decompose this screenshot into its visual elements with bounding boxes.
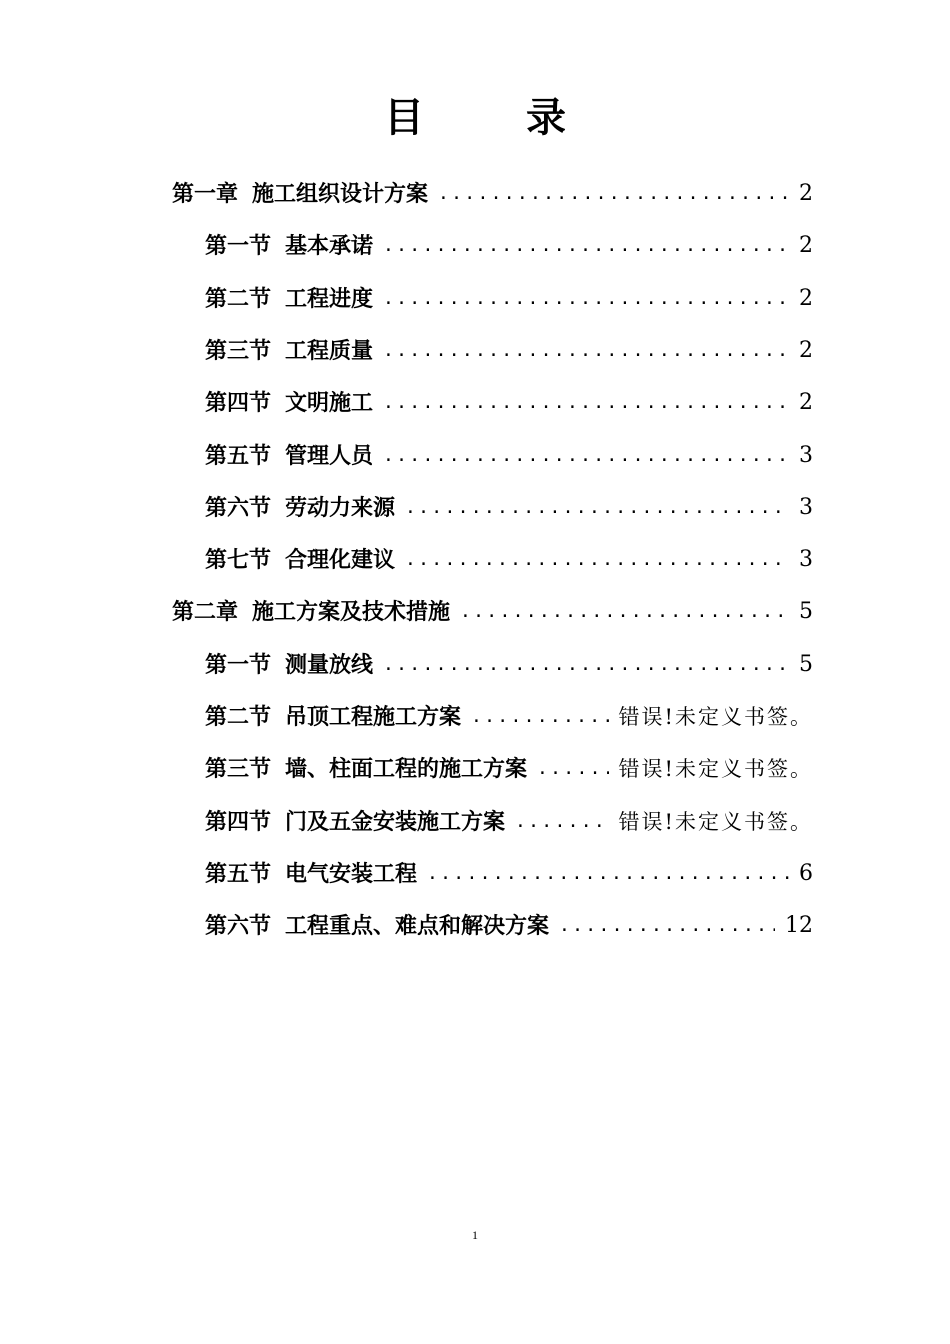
toc-entry-text: 工程重点、难点和解决方案 — [285, 913, 550, 940]
toc-dot-leader — [383, 273, 789, 325]
toc-dot-leader — [383, 430, 789, 482]
toc-entry-label — [172, 168, 428, 220]
toc-entry-text: 劳动力来源 — [285, 494, 396, 521]
toc-entry-label — [205, 639, 373, 691]
toc-entry-page: 2 — [799, 390, 813, 416]
toc-entry-text: 墙、柱面工程的施工方案 — [285, 756, 528, 783]
toc-dot-leader — [471, 691, 609, 743]
toc-entry-number: 第一节 — [205, 651, 272, 678]
toc-entry-page: 3 — [799, 442, 813, 468]
toc-entry-number: 第四节 — [205, 390, 272, 417]
toc-entry-page: 2 — [799, 337, 813, 363]
toc-dot-leader — [427, 848, 789, 900]
toc-dot-leader — [383, 639, 789, 691]
toc-entry-page: 12 — [785, 913, 813, 939]
toc-section-entry[interactable] — [205, 743, 813, 795]
toc-entry-label — [205, 430, 373, 482]
toc-entry-label — [205, 273, 373, 325]
toc-section-entry[interactable] — [205, 220, 813, 272]
toc-section-entry[interactable] — [205, 796, 813, 848]
toc-entry-number: 第三节 — [205, 756, 272, 783]
toc-section-entry[interactable] — [205, 273, 813, 325]
toc-dot-leader — [405, 482, 789, 534]
toc-entry-page: 3 — [799, 494, 813, 520]
toc-entry-number: 第五节 — [205, 860, 272, 887]
toc-section-entry[interactable] — [205, 377, 813, 429]
toc-entry-text: 文明施工 — [285, 390, 374, 417]
toc-entry-text: 基本承诺 — [285, 233, 374, 260]
toc-entry-label — [205, 534, 395, 586]
toc-section-entry[interactable] — [205, 900, 813, 952]
toc-entry-label — [205, 482, 395, 534]
toc-entry-label — [205, 796, 505, 848]
toc-dot-leader — [460, 586, 789, 638]
toc-section-entry[interactable] — [205, 534, 813, 586]
toc-entry-number: 第五节 — [205, 442, 272, 469]
toc-section-entry[interactable] — [205, 482, 813, 534]
toc-section-entry[interactable] — [205, 691, 813, 743]
toc-entry-label — [172, 586, 450, 638]
page-number: 1 — [472, 1228, 478, 1242]
toc-entry-page: 错误!未定义书签。 — [618, 809, 813, 834]
toc-entry-number: 第七节 — [205, 547, 272, 574]
toc-entry-text: 工程质量 — [285, 337, 374, 364]
toc-entry-page: 2 — [799, 285, 813, 311]
toc-chapter-entry[interactable] — [172, 586, 813, 638]
toc-entry-page: 6 — [799, 860, 813, 886]
toc-dot-leader — [515, 796, 609, 848]
toc-entry-label — [205, 220, 373, 272]
toc-entry-number: 第四节 — [205, 808, 272, 835]
toc-dot-leader — [559, 900, 775, 952]
toc-entry-number: 第六节 — [205, 913, 272, 940]
toc-chapter-entry[interactable] — [172, 168, 813, 220]
toc-entry-text: 吊顶工程施工方案 — [285, 704, 462, 730]
toc-entry-label — [205, 743, 527, 795]
toc-entry-page: 5 — [799, 651, 813, 677]
toc-entry-number: 第三节 — [205, 337, 272, 364]
toc-entry-page: 3 — [799, 547, 813, 573]
toc-entry-page: 5 — [799, 599, 813, 625]
toc-entry-number: 第一章 — [172, 181, 239, 207]
toc-entry-number: 第二节 — [205, 704, 272, 730]
toc-entry-label — [205, 848, 417, 900]
toc-dot-leader — [438, 168, 789, 220]
toc-entry-number: 第二章 — [172, 599, 239, 626]
toc-entry-label — [205, 325, 373, 377]
toc-section-entry[interactable] — [205, 848, 813, 900]
toc-entry-text: 施工方案及技术措施 — [252, 599, 451, 626]
toc-dot-leader — [383, 220, 789, 272]
toc-entry-page: 2 — [799, 181, 813, 206]
toc-entry-page: 错误!未定义书签。 — [618, 705, 813, 729]
toc-section-entry[interactable] — [205, 639, 813, 691]
toc-section-entry[interactable] — [205, 325, 813, 377]
toc-entry-text: 施工组织设计方案 — [252, 181, 429, 207]
toc-entry-label — [205, 691, 461, 743]
toc-dot-leader — [537, 743, 609, 795]
toc-entry-text: 测量放线 — [285, 651, 374, 678]
toc-entry-number: 第二节 — [205, 285, 272, 312]
toc-entry-text: 工程进度 — [285, 285, 374, 312]
toc-entry-text: 管理人员 — [285, 442, 374, 469]
toc-dot-leader — [405, 534, 789, 586]
toc-section-entry[interactable] — [205, 430, 813, 482]
toc-dot-leader — [383, 325, 789, 377]
toc-entry-text: 合理化建议 — [285, 547, 396, 574]
toc-entry-page: 错误!未定义书签。 — [618, 757, 813, 782]
toc-title: 目 录 — [384, 94, 610, 141]
toc-entry-number: 第一节 — [205, 233, 272, 260]
toc-dot-leader — [383, 377, 789, 429]
toc-entry-label — [205, 377, 373, 429]
toc-entry-number: 第六节 — [205, 494, 272, 521]
toc-entry-text: 电气安装工程 — [285, 860, 418, 887]
toc-entry-page: 2 — [799, 233, 813, 259]
toc-entry-label — [205, 900, 549, 952]
toc-entry-text: 门及五金安装施工方案 — [285, 808, 506, 835]
